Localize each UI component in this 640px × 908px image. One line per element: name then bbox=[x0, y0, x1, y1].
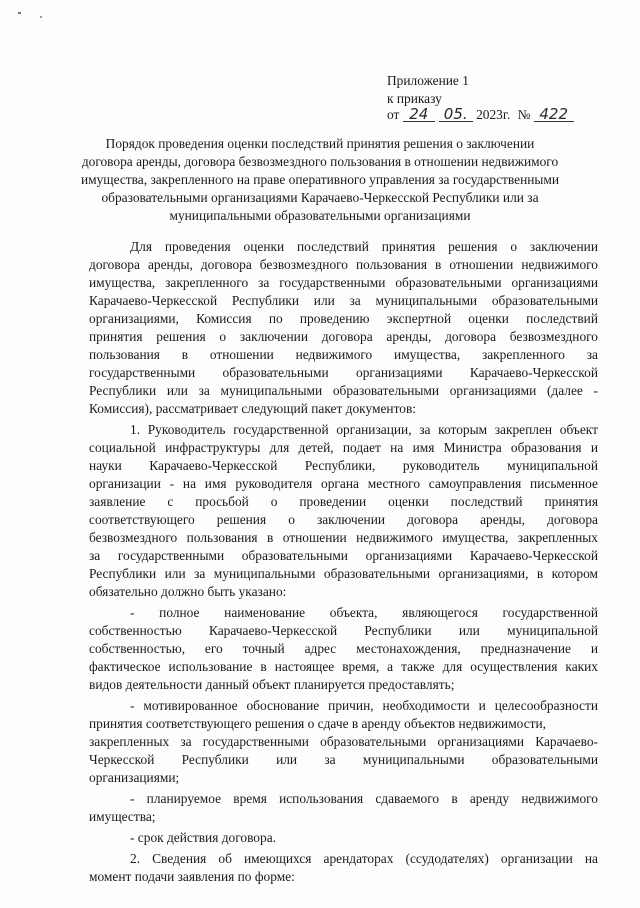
body-line: - срок действия договора. bbox=[130, 830, 276, 845]
appendix-line-1: Приложение 1 bbox=[387, 73, 469, 88]
body-line: соответствующего решения о заключении договора аренды, договора bbox=[89, 512, 598, 527]
body-line: Республики или за муниципальными образовательными организациями, в котором bbox=[89, 566, 598, 581]
body-line: собственностью, его точный адрес местонахождения, предназначение и bbox=[89, 641, 598, 656]
body-line: заявление с просьбой о проведении оценки последствий принятия bbox=[89, 494, 598, 509]
scan-mark bbox=[40, 16, 42, 18]
date-prefix: от bbox=[387, 107, 400, 122]
number-prefix: № bbox=[517, 107, 531, 122]
body-line: принятия соответствующего решения о сдаче в аренду объектов недвижимости, bbox=[89, 716, 547, 731]
body-line: организациями; bbox=[89, 770, 180, 785]
appendix-line-2: к приказу bbox=[387, 91, 442, 106]
body-line: Комиссия), рассматривает следующий пакет документов: bbox=[89, 401, 416, 416]
body-line: видов деятельности данный объект планируется предоставлять; bbox=[89, 677, 455, 692]
scan-mark bbox=[18, 12, 21, 14]
body-line: за государственными образовательными организациями Карачаево-Черкесской bbox=[89, 548, 598, 563]
body-line: договора аренды, договора безвозмездного пользования в отношении недвижимого bbox=[89, 257, 598, 272]
body-line: 2. Сведения об имеющихся арендаторах (ссудодателях) организации на bbox=[130, 851, 598, 866]
body-line: - планируемое время использования сдаваемого в аренду недвижимого bbox=[130, 791, 598, 806]
body-line: 1. Руководитель государственной организации, за которым закреплен объект bbox=[130, 422, 598, 437]
body-line: момент подачи заявления по форме: bbox=[89, 869, 295, 884]
date-month: 05. bbox=[439, 107, 473, 122]
body-line: Для проведения оценки последствий принятия решения о заключении bbox=[130, 239, 598, 254]
body-line: закрепленных за государственными образовательными организациями Карачаево- bbox=[89, 734, 598, 749]
body-line: фактическое использование в настоящее время, а также для осуществления каких bbox=[89, 659, 598, 674]
order-number: 422 bbox=[534, 107, 574, 122]
body-line: организациями, Комиссия по проведению экспертной оценки последствий bbox=[89, 311, 598, 326]
body-line: имущества; bbox=[89, 809, 156, 824]
title-line: Порядок проведения оценки последствий принятия решения о заключении bbox=[105, 136, 535, 151]
body-line: - мотивированное обоснование причин, необходимости и целесообразности bbox=[130, 698, 598, 713]
appendix-date-line bbox=[387, 106, 574, 124]
body-line: государственными образовательными организациями Карачаево-Черкесской bbox=[89, 365, 598, 380]
date-suffix: 2023г. bbox=[476, 107, 511, 122]
title-line: муниципальными образовательными организациями bbox=[169, 208, 471, 223]
body-line: социальной инфраструктуры для детей, подает на имя Министра образования и bbox=[89, 440, 598, 455]
date-day: 24 bbox=[403, 107, 435, 122]
body-line: имущества, закрепленного за государственными образовательными организациями bbox=[89, 275, 598, 290]
body-line: принятия решения о заключении договора аренды, договора безвозмездного bbox=[89, 329, 598, 344]
body-line: организации - на имя руководителя органа местного самоуправления письменное bbox=[89, 476, 598, 491]
body-line: науки Карачаево-Черкесской Республики, руководитель муниципальной bbox=[89, 458, 598, 473]
body-line: Карачаево-Черкесской Республики или за муниципальными образовательными bbox=[89, 293, 598, 308]
body-line: Черкесской Республики или за муниципальными образовательными bbox=[89, 752, 598, 767]
title-line: имущества, закрепленного на праве оперативного управления за государственными bbox=[80, 172, 560, 187]
title-line: образовательными организациями Карачаево-Черкесской Республики или за bbox=[101, 190, 539, 205]
body-line: безвозмездного пользования в отношении недвижимого имущества, закрепленных bbox=[89, 530, 598, 545]
body-line: обязательно должно быть указано: bbox=[89, 584, 287, 599]
body-line: - полное наименование объекта, являющегося государственной bbox=[130, 605, 598, 620]
body-line: пользования в отношении недвижимого имущества, закрепленного за bbox=[89, 347, 598, 362]
body-line: собственностью Карачаево-Черкесской Республики или муниципальной bbox=[89, 623, 598, 638]
body-line: Республики или за муниципальными образовательными организациями (далее - bbox=[89, 383, 598, 398]
title-line: договора аренды, договора безвозмездного пользования в отношении недвижимого bbox=[81, 154, 559, 169]
